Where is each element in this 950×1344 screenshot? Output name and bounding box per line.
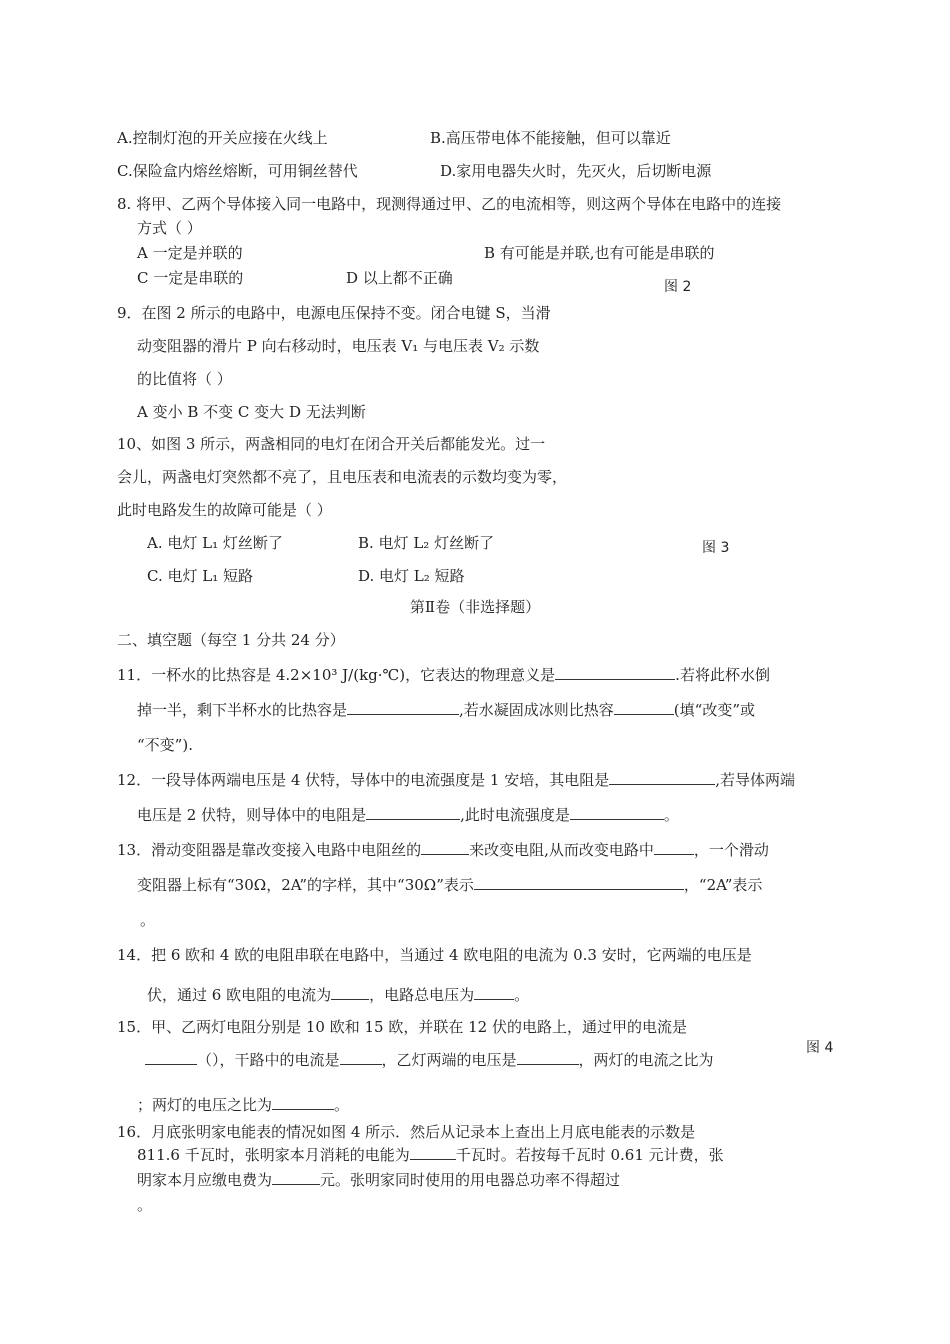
q15-line1: 15．甲、乙两灯电阻分别是 10 欧和 15 欧，并联在 12 伏的电路上，通过甲的电流是 [117, 1018, 687, 1036]
q7-option-b: B.高压带电体不能接触，但可以靠近 [430, 129, 671, 147]
q8-option-c: C 一定是串联的 [137, 269, 244, 287]
figure-3-label: 图 3 [702, 540, 730, 556]
q7-option-c: C.保险盒内熔丝熔断，可用铜丝替代 [117, 162, 358, 180]
q16-line4: 。 [137, 1196, 153, 1214]
q9-stem-line1: 9．在图 2 所示的电路中，电源电压保持不变。闭合电键 S，当滑 [117, 304, 551, 322]
q11-line2: 掉一半，剩下半杯水的比热容是 ,若水凝固成冰则比热容 (填“改变”或 [137, 701, 755, 719]
q10-option-d: D. 电灯 L₂ 短路 [358, 567, 465, 585]
q7-option-a: A.控制灯泡的开关应接在火线上 [117, 129, 328, 147]
figure-2-label: 图 2 [664, 279, 692, 295]
q10-option-a: A. 电灯 L₁ 灯丝断了 [147, 534, 283, 552]
q8-stem-line1: 8. 将甲、乙两个导体接入同一电路中，现测得通过甲、乙的电流相等，则这两个导体在电路中的连接 [117, 195, 782, 213]
q16-line3: 明家本月应缴电费为 元。张明家同时使用的用电器总功率不得超过 [137, 1171, 621, 1189]
q15-line2: （），干路中的电流是 ，乙灯两端的电压是 ，两灯的电流之比为 [145, 1050, 714, 1070]
part-2-heading: 二、填空题（每空 1 分共 24 分） [117, 631, 345, 649]
q10-stem-line1: 10、如图 3 所示，两盏相同的电灯在闭合开关后都能发光。过一 [117, 435, 546, 453]
q12-line2: 电压是 2 伏特，则导体中的电阻是 ,此时电流强度是 。 [137, 806, 679, 824]
q8-option-b: B 有可能是并联,也有可能是串联的 [484, 244, 715, 262]
q7-option-d: D.家用电器失火时，先灭火，后切断电源 [440, 162, 712, 180]
q11-line1: 11．一杯水的比热容是 4.2×10³ J/(kg·℃)，它表达的物理意义是 .若将此杯水倒 [117, 666, 770, 684]
q15-line3: ；两灯的电压之比为 。 [137, 1096, 350, 1114]
q9-stem-line3: 的比值将（ ） [137, 370, 232, 388]
q8-stem-line2: 方式（ ） [137, 219, 202, 237]
q10-option-c: C. 电灯 L₁ 短路 [147, 567, 253, 585]
figure-4-label: 图 4 [806, 1040, 834, 1056]
q11-line3: “不变”). [137, 736, 193, 754]
q12-line1: 12．一段导体两端电压是 4 伏特，导体中的电流强度是 1 安培，其电阻是 ,若导体两端 [117, 771, 796, 789]
q13-line3: 。 [140, 911, 156, 929]
q9-options: A 变小 B 不变 C 变大 D 无法判断 [137, 403, 366, 421]
q8-option-a: A 一定是并联的 [137, 244, 243, 262]
q9-stem-line2: 动变阻器的滑片 P 向右移动时，电压表 V₁ 与电压表 V₂ 示数 [137, 337, 540, 355]
q13-line2: 变阻器上标有“30Ω，2A”的字样，其中“30Ω”表示 ，“2A”表示 [137, 876, 763, 894]
q14-line2: 伏，通过 6 欧电阻的电流为 ，电路总电压为 。 [147, 986, 530, 1004]
q16-line2: 811.6 千瓦时，张明家本月消耗的电能为 千瓦时。若按每千瓦时 0.61 元计费，张 [137, 1146, 724, 1164]
q10-option-b: B. 电灯 L₂ 灯丝断了 [358, 534, 495, 552]
q13-line1: 13．滑动变阻器是靠改变接入电路中电阻丝的 来改变电阻,从而改变电路中 ，一个滑动 [117, 841, 769, 859]
q10-stem-line3: 此时电路发生的故障可能是（ ） [117, 501, 332, 519]
q8-option-d: D 以上都不正确 [346, 269, 453, 287]
q16-line1: 16．月底张明家电能表的情况如图 4 所示．然后从记录本上查出上月底电能表的示数是 [117, 1123, 696, 1141]
section-2-title: 第Ⅱ卷（非选择题） [409, 598, 541, 616]
q14-line1: 14．把 6 欧和 4 欧的电阻串联在电路中，当通过 4 欧电阻的电流为 0.3 安时，它两端的电压是 [117, 946, 752, 964]
q10-stem-line2: 会儿，两盏电灯突然都不亮了，且电压表和电流表的示数均变为零， [117, 468, 568, 486]
